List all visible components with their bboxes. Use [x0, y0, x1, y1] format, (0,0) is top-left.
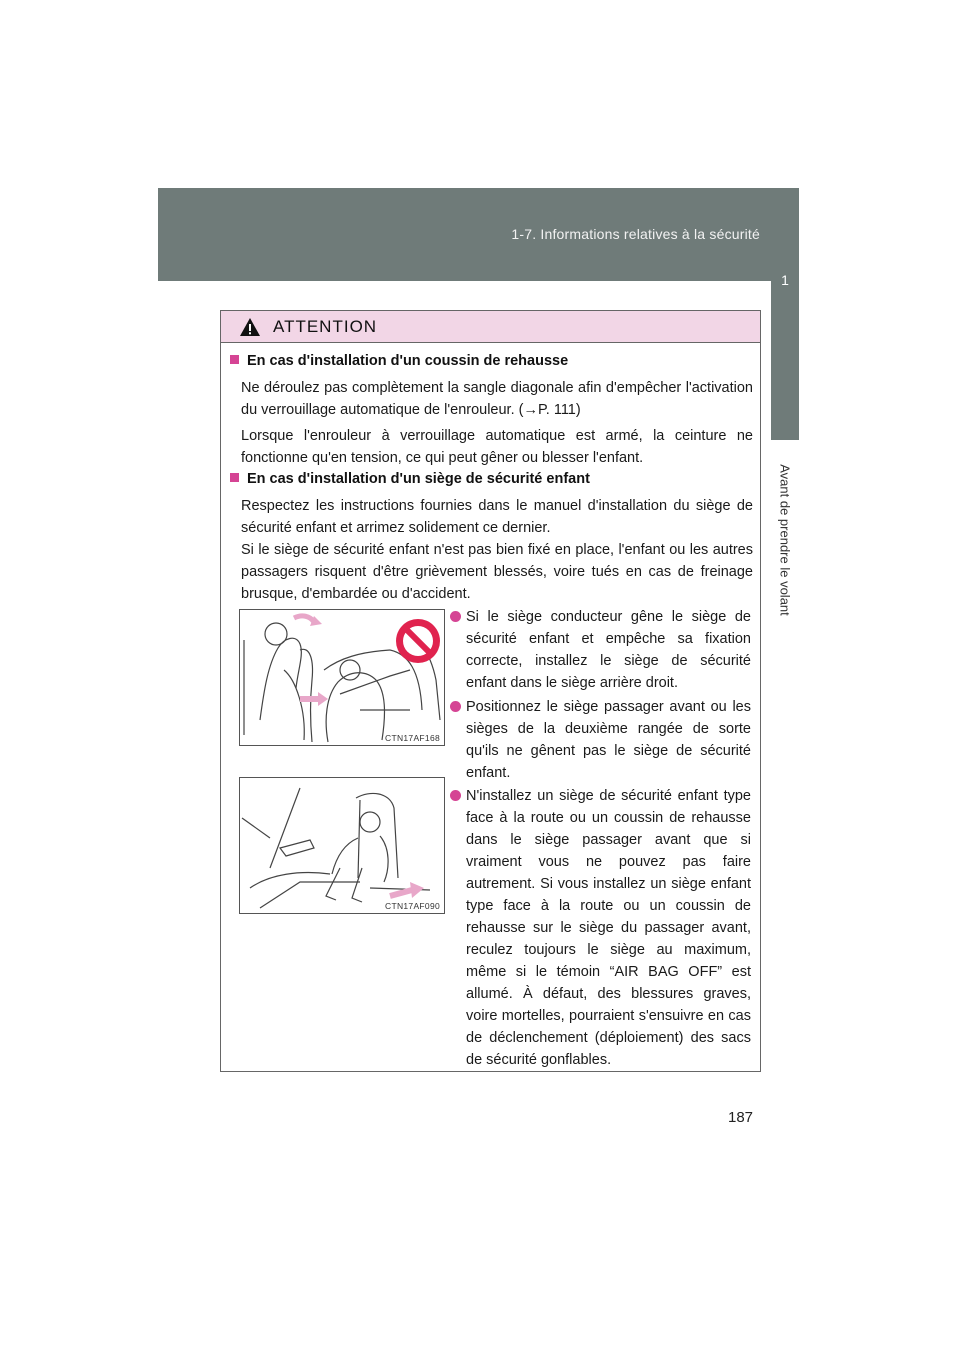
illustration-front-passenger-seat	[239, 777, 445, 914]
figure-code: CTN17AF090	[385, 901, 440, 911]
page-number: 187	[728, 1109, 754, 1126]
figure-code: CTN17AF168	[385, 733, 440, 743]
chapter-side-label-text: Avant de prendre le volant	[777, 464, 793, 616]
warning-title: ATTENTION	[273, 316, 378, 336]
paragraph: Respectez les instructions fournies dans le manuel d'installation du siège de sécurité enfant et arrimez solidement ce dernier.	[241, 498, 753, 536]
paragraph: Si le siège de sécurité enfant n'est pas bien fixé en place, l'enfant ou les autres passagers risquent d'être grièvement blessés, voire tués en cas de freinage brusque, d'embardée ou d'accident.	[241, 542, 753, 602]
chapter-title: 1-7. Informations relatives à la sécurité	[511, 226, 760, 242]
square-bullet-icon	[230, 355, 239, 364]
paragraph: Lorsque l'enrouleur à verrouillage automatique est armé, la ceinture ne fonctionne qu'en tension, ce qui peut gêner ou blesser l'enfant.	[241, 428, 753, 466]
prohibition-icon	[396, 619, 440, 663]
bullet-dot-icon	[450, 611, 461, 622]
bullet-item: Si le siège conducteur gêne le siège de sécurité enfant et empêche sa fixation correcte, installez le siège de sécurité enfant dans le siège arrière droit.	[447, 606, 751, 694]
bullet-dot-icon	[450, 701, 461, 712]
chapter-side-label	[774, 460, 796, 620]
bullet-item: N'installez un siège de sécurité enfant type face à la route ou un coussin de rehausse dans le siège passager avant que si vraiment vous ne pouvez pas faire autrement. Si vous installez un siège enfant type face à la route ou un coussin de rehausse sur le siège du passager avant, reculez toujours le siège au maximum, même si le témoin “AIR BAG OFF” est allumé. À défaut, des blessures graves, voire mortelles, pourraient s'ensuivre en cas de déclenchement (déploiement) des sacs de sécurité gonflables.	[447, 785, 751, 1071]
illustration-drawing	[240, 778, 445, 914]
illustration-drawing	[240, 610, 445, 746]
chapter-number: 1	[781, 272, 789, 288]
bullet-item: Positionnez le siège passager avant ou les sièges de la deuxième rangée de sorte qu'ils ne gênent pas le siège de sécurité enfant.	[447, 696, 751, 784]
chapter-header	[158, 188, 798, 281]
bullet-dot-icon	[450, 790, 461, 801]
section-heading-booster: En cas d'installation d'un coussin de rehausse	[230, 353, 568, 369]
chapter-side-tab	[771, 188, 799, 440]
warning-header	[221, 311, 760, 343]
square-bullet-icon	[230, 473, 239, 482]
warning-box	[220, 310, 761, 1072]
warning-triangle-icon	[239, 317, 261, 337]
paragraph: Ne déroulez pas complètement la sangle diagonale afin d'empêcher l'activation du verrouillage automatique de l'enrouleur. (→P. 111)	[241, 380, 753, 418]
illustration-driver-seat-interference	[239, 609, 445, 746]
section-heading-child-seat: En cas d'installation d'un siège de sécurité enfant	[230, 471, 590, 487]
